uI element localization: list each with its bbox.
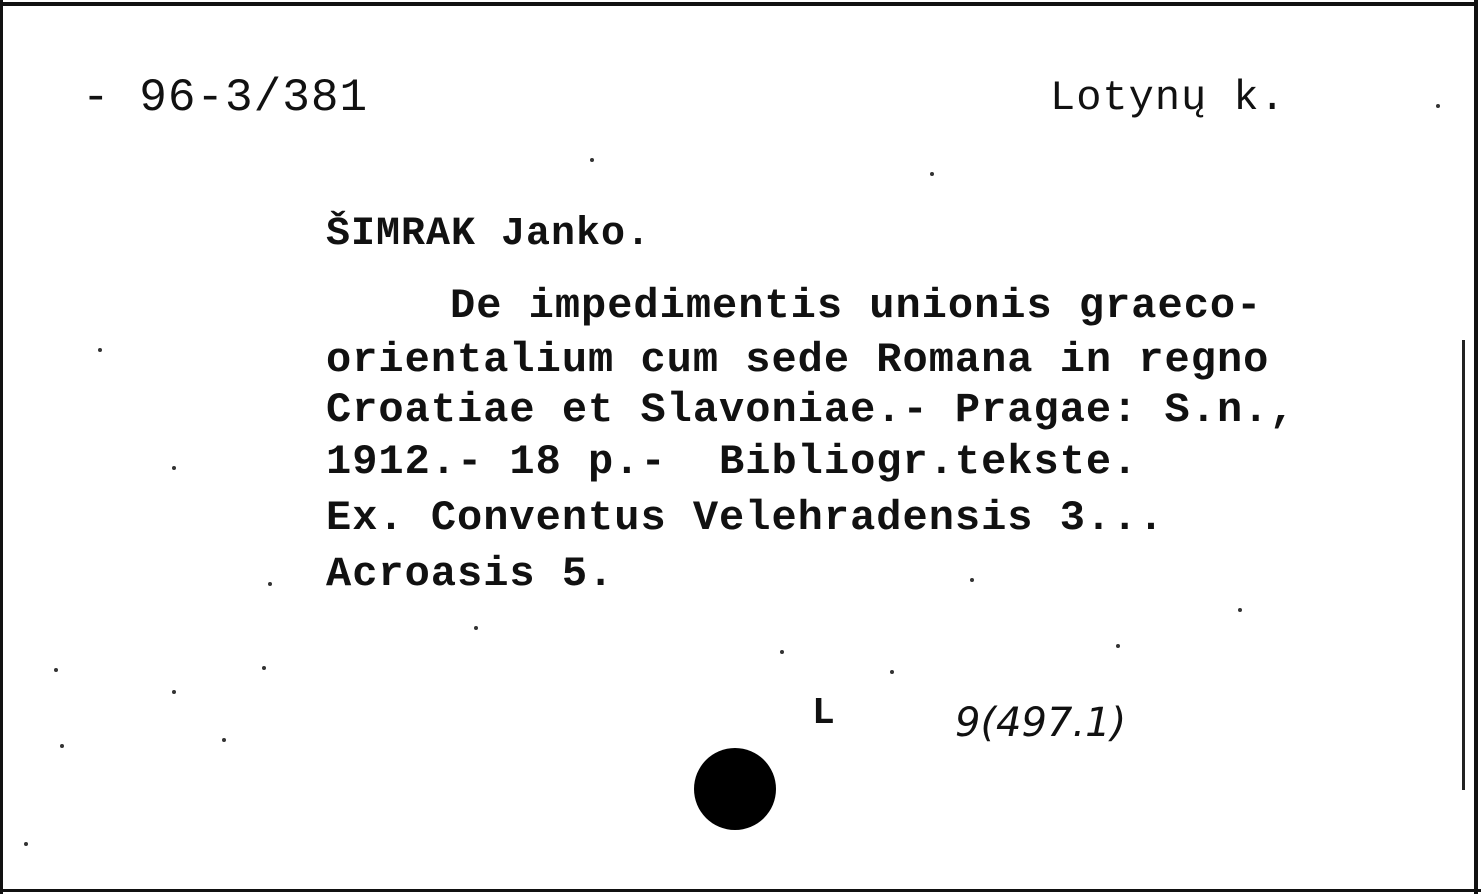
speck: [930, 172, 934, 176]
speck: [970, 578, 974, 582]
speck: [1238, 608, 1242, 612]
language-note: Lotynų k.: [1050, 74, 1286, 122]
speck: [98, 348, 102, 352]
speck: [474, 626, 478, 630]
shelf-letter: L: [812, 692, 836, 735]
speck: [172, 466, 176, 470]
title-line: Croatiae et Slavoniae.- Pragae: S.n.,: [326, 386, 1296, 434]
card-edge-left: [0, 0, 3, 894]
classification-number: 9(497.1): [955, 700, 1127, 746]
speck: [780, 650, 784, 654]
speck: [890, 670, 894, 674]
speck: [24, 842, 28, 846]
speck: [1436, 104, 1440, 108]
speck: [60, 744, 64, 748]
call-number: - 96-3/381: [82, 72, 369, 124]
speck: [268, 582, 272, 586]
title-line: Acroasis 5.: [326, 550, 615, 598]
speck: [222, 738, 226, 742]
card-edge-right: [1474, 0, 1478, 894]
speck: [1116, 644, 1120, 648]
title-line: 1912.- 18 p.- Bibliogr.tekste.: [326, 438, 1139, 486]
title-line: orientalium cum sede Romana in regno: [326, 336, 1270, 384]
card-edge-top: [0, 2, 1478, 6]
title-line: De impedimentis unionis graeco-: [450, 282, 1263, 330]
speck: [590, 158, 594, 162]
speck: [172, 690, 176, 694]
punch-hole: [694, 748, 776, 830]
card-edge-inner-right: [1462, 340, 1465, 790]
card-edge-bottom: [0, 889, 1481, 892]
speck: [54, 668, 58, 672]
author-heading: ŠIMRAK Janko.: [326, 212, 652, 257]
speck: [262, 666, 266, 670]
title-line: Ex. Conventus Velehradensis 3...: [326, 494, 1165, 542]
